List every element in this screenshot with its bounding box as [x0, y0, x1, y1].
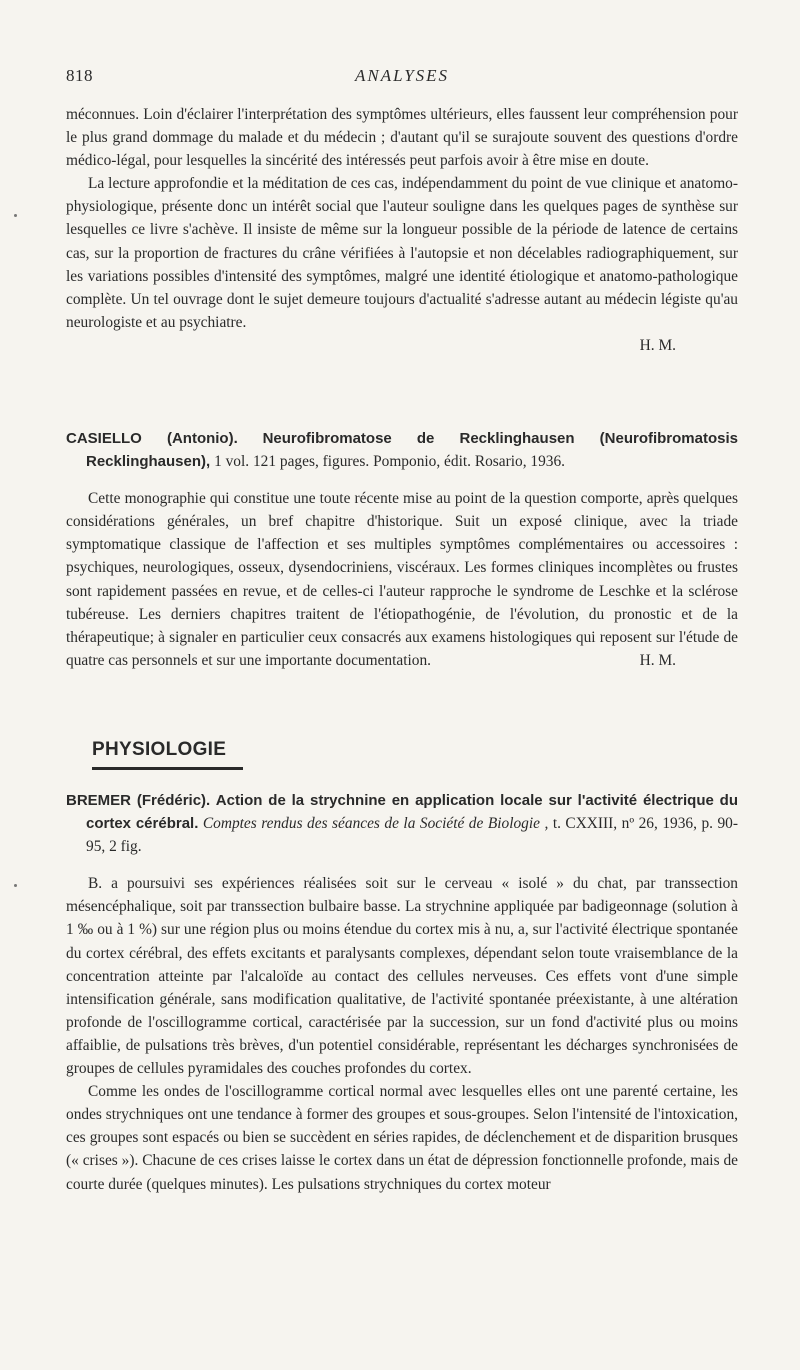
- scan-speck: [14, 214, 17, 217]
- review-paragraph: B. a poursuivi ses expériences réalisées soit sur le cerveau « isolé » du chat, par transsection mésencéphalique, soit par transsection bulbaire basse. La strychnine appliquée par badigeonnage (solution à 1 ‰ ou à 1 %) sur une région plus ou moins étendue du cortex mis à nu, a, sur l'activité électrique spontanée du cortex cérébral, des effets excitants et paralysants complexes, dépendant selon toute vraisemblance de la concentration atteinte par l'alcaloïde au contact des cellules nerveuses. Ces effets vont d'une simple intensification générale, sans modification qualitative, de l'activité spontanée préexistante, à une altération profonde de l'oscillogramme cortical, caractérisée par la succession, sur un fond d'activité plus ou moins affaiblie, de pulsations très brèves, d'un potentiel considérable, représentant les décharges synchronisées de groupes de cellules pyramidales des couches profondes du cortex.: [66, 875, 738, 1078]
- page-number: 818: [66, 66, 93, 85]
- review-paragraph: méconnues. Loin d'éclairer l'interprétation des symptômes ultérieurs, elles faussent leur compréhension pour le plus grand dommage du malade et du médecin ; d'autant qu'il se surajoute souvent des questions d'ordre médico-légal, pour lesquelles la sincérité des intéressés peut parfois avoir à être mise en doute.: [66, 106, 738, 170]
- bibliographic-reference: [66, 789, 738, 858]
- reference-author: BREMER (Frédéric).: [66, 792, 211, 809]
- review-paragraph: La lecture approfondie et la méditation de ces cas, indépendamment du point de vue clinique et anatomo-physiologique, présente donc un intérêt social que l'auteur souligne dans les quelques pages de synthèse sur lesquelles ce livre s'achève. Il insiste de même sur la longueur possible de la période de latence de certains cas, sur la proportion de fractures du crâne vérifiées à l'autopsie et non décelables radiographiquement, sur les variations possibles d'intensité des symptômes, malgré une identité étiologique et anatomo-pathologique complète. Un tel ouvrage dont le sujet demeure toujours d'actualité s'adresse autant au médecin légiste qu'au neurologiste et au psychiatre.: [66, 175, 738, 331]
- reference-details: 1 vol. 121 pages, figures. Pomponio, édit. Rosario, 1936.: [214, 453, 566, 471]
- section-underline: [92, 767, 243, 770]
- review-paragraph: Cette monographie qui constitue une toute récente mise au point de la question comporte, après quelques considérations générales, un bref chapitre d'historique. Suit un exposé clinique, avec la triade symptomatique classique de l'affection et ses multiples symptômes complémentaires ou accessoires : psychiques, neurologiques, osseux, dysendocriniens, viscéraux. Les formes cliniques incomplètes ou frustes sont rapidement passées en revue, et de celles-ci l'auteur rapproche le syndrome de Leschke et la sclérose tubéreuse. Les derniers chapitres traitent de l'étiopathogénie, de l'évolution, du pronostic et de la thérapeutique; à signaler en particulier ceux consacrés aux examens histologiques qui reposent sur l'étude de quatre cas personnels et sur une importante documentation.: [66, 490, 738, 669]
- review-signature: H. M.: [639, 336, 676, 354]
- review-casiello: [66, 427, 738, 672]
- reference-title: Neurofibromatose de Recklinghausen (Neurofibromatosis Recklinghausen),: [86, 430, 739, 471]
- scan-speck: [14, 884, 17, 887]
- reference-title: Action de la strychnine en application locale sur l'activité électrique du cortex cérébral.: [86, 792, 738, 833]
- reference-details: t. CXXIII, nº 26, 1936, p. 90-95, 2 fig.: [86, 815, 738, 856]
- review-continuation: [66, 103, 738, 357]
- review-bremer: [66, 789, 738, 1196]
- bibliographic-reference: [66, 427, 738, 473]
- section-title: PHYSIOLOGIE: [92, 739, 227, 760]
- page-header: [66, 66, 738, 92]
- review-signature: H. M.: [639, 651, 676, 669]
- review-paragraph: Comme les ondes de l'oscillogramme cortical normal avec lesquelles elles ont une parenté certaine, les ondes strychniques ont une tendance à former des groupes et sous-groupes. Selon l'intensité de l'intoxication, ces groupes sont espacés ou bien se succèdent en séries rapides, de déclenchement et de disparition brusques (« crises »). Chacune de ces crises laisse le cortex dans un état de dépression fonctionnelle profonde, mais de courte durée (quelques minutes). Les pulsations strychniques du cortex moteur: [66, 1083, 738, 1193]
- reference-author: CASIELLO (Antonio).: [66, 430, 238, 447]
- reference-journal: Comptes rendus des séances de la Société de Biologie ,: [202, 815, 549, 833]
- running-title: ANALYSES: [354, 66, 450, 85]
